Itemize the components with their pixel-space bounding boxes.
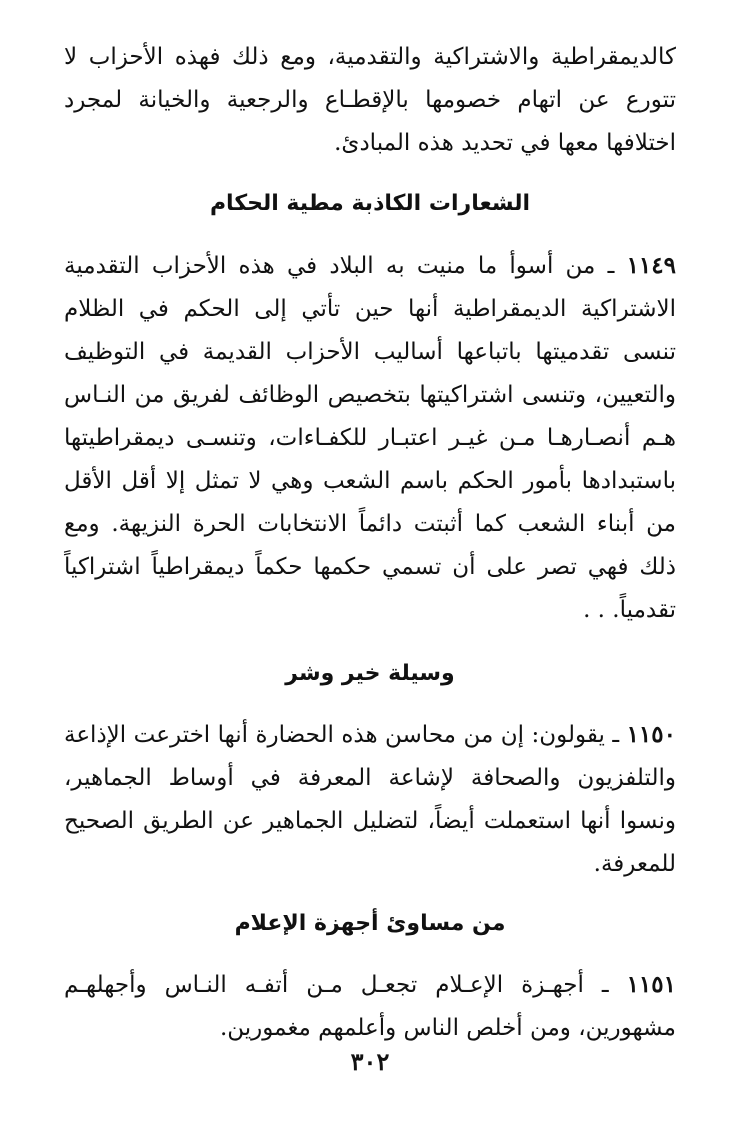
book-page [64,36,676,1108]
paragraph-text: يقولون: إن من محاسن هذه الحضارة أنها اخترعت الإذاعة والتلفزيون والصحافة لإشاعة المعرفة في أوساط الجماهير، ونسوا أنها استعملت أيضاً، لتضليل الجماهير عن الطريق الصحيح للمعرفة. [64,722,676,877]
section-heading-media-faults: من مساوئ أجهزة الإعلام [234,911,506,936]
paragraph-dash: ـ [595,253,627,279]
paragraph-1149 [64,244,676,632]
paragraph-1150 [64,713,676,886]
paragraph-dash: ـ [583,972,627,998]
paragraph-text: أجهـزة الإعـلام تجعـل مـن أتفـه النـاس وأجهلهـم مشهورين، ومن أخلص الناس وأعلمهم مغمورين. [64,972,676,1041]
paragraph-number: ١١٤٩ [626,252,676,279]
page-number: ٣٠٢ [350,1047,390,1076]
intro-paragraph: كالديمقراطية والاشتراكية والتقدمية، ومع ذلك فهذه الأحزاب لا تتورع عن اتهام خصومها بالإقطـاع والرجعية والخيانة لمجرد اختلافها معها في تحديد هذه المبادئ. [64,44,676,156]
paragraph-dash: ـ [604,722,627,748]
paragraph-number: ١١٥١ [626,971,676,998]
section-heading-false-slogans: الشعارات الكاذبة مطية الحكام [209,191,531,216]
paragraph-1151 [64,963,676,1050]
paragraph-text: من أسوأ ما منيت به البلاد في هذه الأحزاب التقدمية الاشتراكية الديمقراطية أنها حين تأتي إلى الحكم في الظلام تنسى تقدميتها باتباعها أساليب الأحزاب القديمة في التوظيف والتعيين، وتنسى اشتراكيتها بتخصيص الوظائف لفريق من النـاس هـم أنصـارهـا مـن غيـر اعتبـار للكفـاءات، وتنسـى ديمقراطيتها باستبدادها بأمور الحكم باسم الشعب وهي لا تمثل إلا أقل الأقل من أبناء الشعب كما أثبتت دائماً الانتخابات الحرة النزيهة. ومع ذلك فهي تصر على أن تسمي حكمها حكماً ديمقراطياً اشتراكياً تقدمياً. . . [64,253,676,623]
section-heading-good-and-evil: وسيلة خير وشر [285,661,455,686]
paragraph-number: ١١٥٠ [626,721,676,748]
